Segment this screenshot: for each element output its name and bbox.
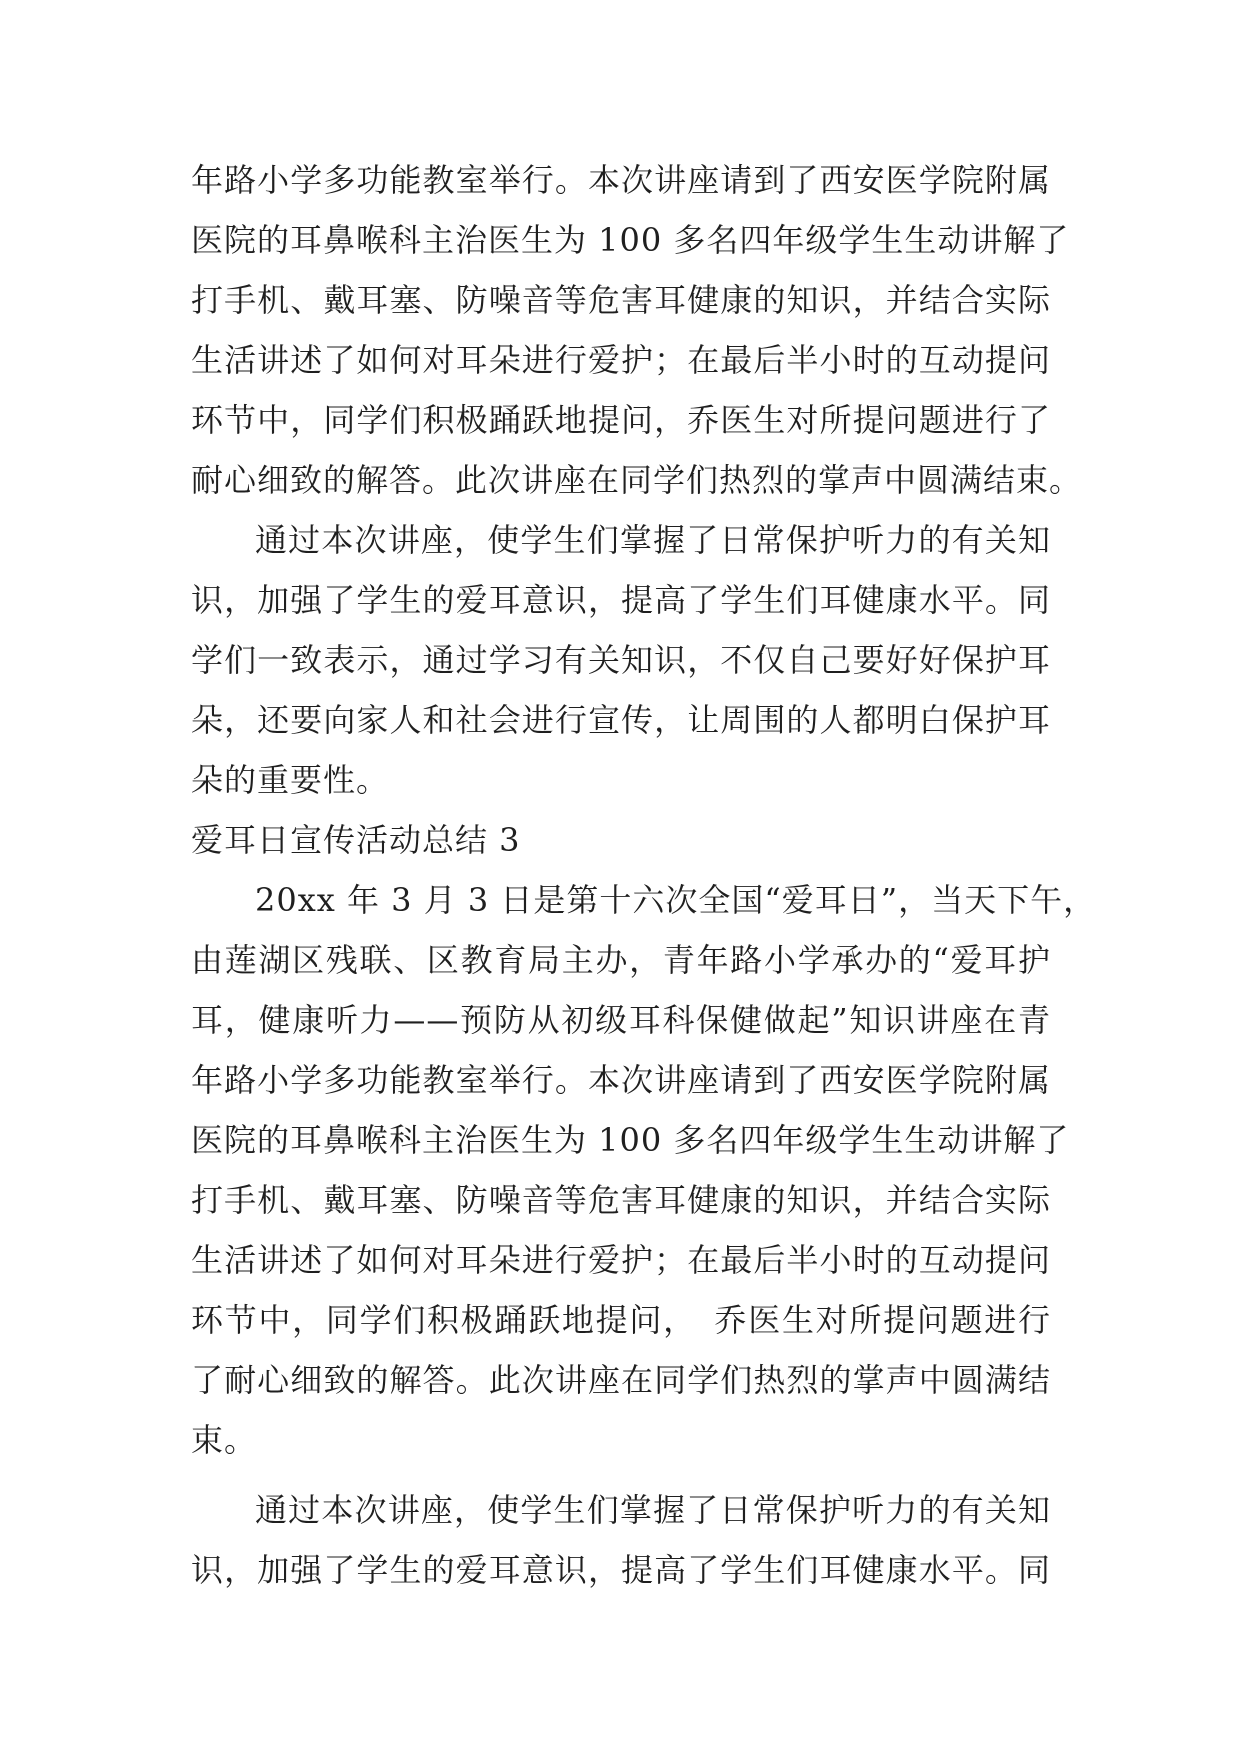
text-line: 耳，健康听力——预防从初级耳科保健做起”知识讲座在青 <box>191 1001 1051 1039</box>
text-line: 通过本次讲座，使学生们掌握了日常保护听力的有关知 <box>255 1491 1051 1529</box>
text-line: 环节中，同学们积极踊跃地提问， 乔医生对所提问题进行 <box>191 1301 1051 1339</box>
document-body <box>191 150 1097 1600</box>
text-line: 打手机、戴耳塞、防噪音等危害耳健康的知识，并结合实际 <box>191 281 1051 319</box>
text-line: 环节中，同学们积极踊跃地提问，乔医生对所提问题进行了 <box>191 401 1051 439</box>
paragraph-spacer <box>191 1470 1051 1480</box>
text-line: 识，加强了学生的爱耳意识，提高了学生们耳健康水平。同 <box>191 581 1051 619</box>
text-line: 朵的重要性。 <box>191 761 390 799</box>
text-line: 20xx 年 3 月 3 日是第十六次全国“爱耳日”，当天下午， <box>255 881 1097 919</box>
text-line: 年路小学多功能教室举行。本次讲座请到了西安医学院附属 <box>191 1061 1051 1099</box>
text-line: 通过本次讲座，使学生们掌握了日常保护听力的有关知 <box>255 521 1051 559</box>
text-line: 由莲湖区残联、区教育局主办，青年路小学承办的“爱耳护 <box>191 941 1051 979</box>
paragraph-lecture-summary-continued <box>191 150 1083 510</box>
text-line: 年路小学多功能教室举行。本次讲座请到了西安医学院附属 <box>191 161 1051 199</box>
paragraph-lecture-outcome <box>191 510 1051 810</box>
section-heading: 爱耳日宣传活动总结 3 <box>191 821 521 859</box>
text-line: 生活讲述了如何对耳朵进行爱护；在最后半小时的互动提问 <box>191 341 1051 379</box>
text-line: 生活讲述了如何对耳朵进行爱护；在最后半小时的互动提问 <box>191 1241 1051 1279</box>
text-line: 耐心细致的解答。此次讲座在同学们热烈的掌声中圆满结束。 <box>191 461 1083 499</box>
text-line: 束。 <box>191 1421 258 1459</box>
text-line: 朵，还要向家人和社会进行宣传，让周围的人都明白保护耳 <box>191 701 1051 739</box>
text-line: 了耐心细致的解答。此次讲座在同学们热烈的掌声中圆满结 <box>191 1361 1051 1399</box>
text-line: 打手机、戴耳塞、防噪音等危害耳健康的知识，并结合实际 <box>191 1181 1051 1219</box>
paragraph-event-description <box>191 870 1097 1470</box>
text-line: 医院的耳鼻喉科主治医生为 100 多名四年级学生生动讲解了 <box>191 221 1070 259</box>
text-line: 学们一致表示，通过学习有关知识，不仅自己要好好保护耳 <box>191 641 1051 679</box>
text-line: 医院的耳鼻喉科主治医生为 100 多名四年级学生生动讲解了 <box>191 1121 1070 1159</box>
paragraph-lecture-outcome-repeat <box>191 1480 1051 1600</box>
text-line: 识，加强了学生的爱耳意识，提高了学生们耳健康水平。同 <box>191 1551 1051 1589</box>
